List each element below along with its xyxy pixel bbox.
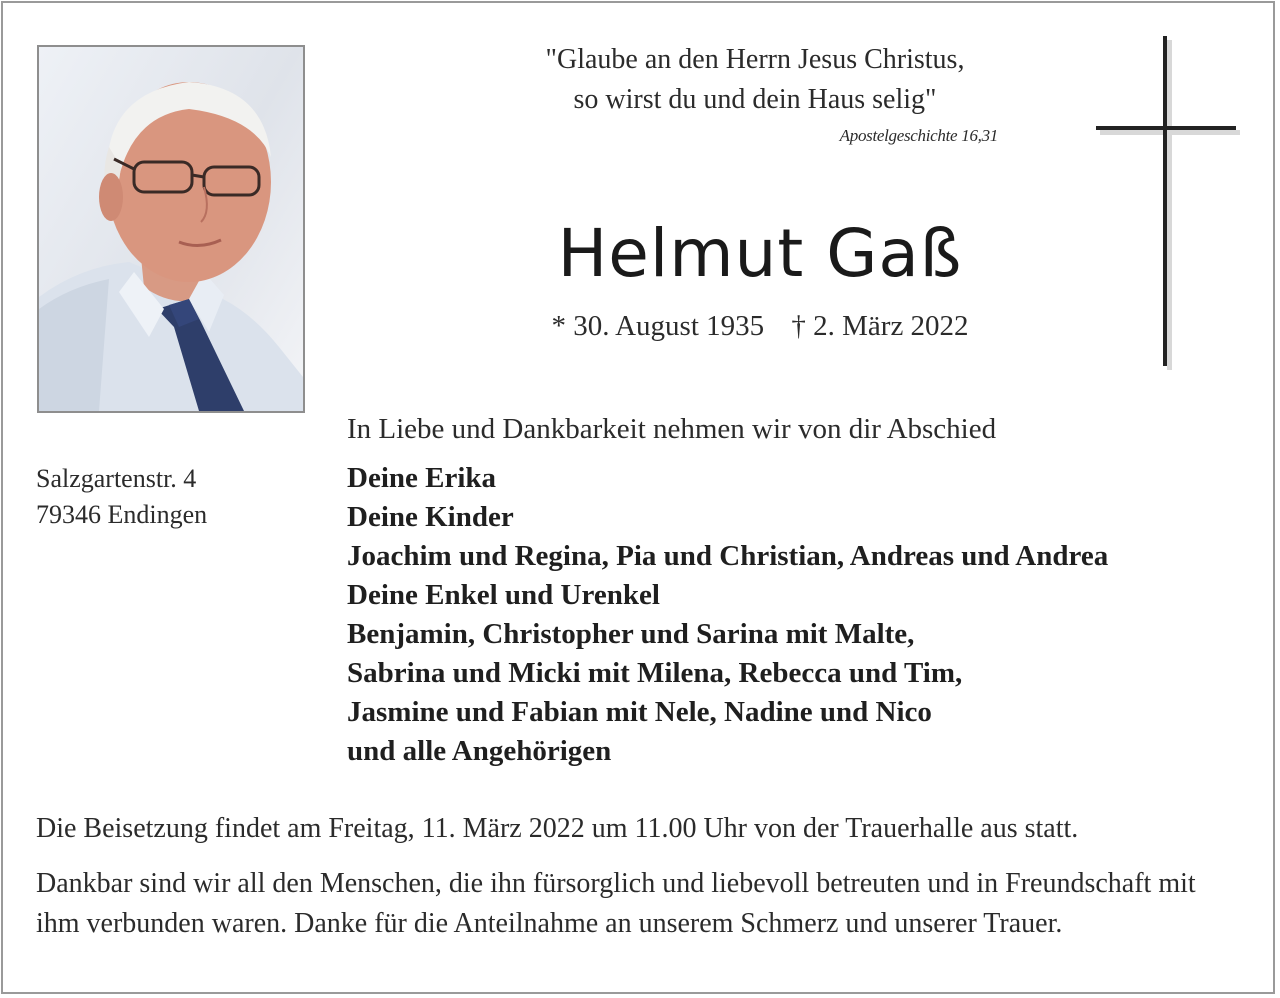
- family-line: Deine Kinder: [347, 501, 514, 533]
- life-dates: [440, 310, 1080, 343]
- deceased-name: Helmut Gaß: [557, 215, 963, 292]
- cross-icon: [1093, 30, 1243, 380]
- address-street: Salzgartenstr. 4: [36, 464, 197, 493]
- funeral-notice: Die Beisetzung findet am Freitag, 11. März 2022 um 11.00 Uhr von der Trauerhalle aus statt.: [36, 813, 1079, 844]
- family-line: Deine Enkel und Urenkel: [347, 579, 660, 611]
- quote-reference: Apostelgeschichte 16,31: [839, 126, 998, 145]
- family-line: Deine Erika: [347, 462, 497, 494]
- thanks-text: Dankbar sind wir all den Menschen, die ihn fürsorglich und liebevoll betreuten und in Freundschaft mit ihm verbunden waren. Danke für die Anteilnahme an unserem Schmerz und unserer Trauer.: [36, 868, 1196, 939]
- quote-line-1: "Glaube an den Herrn Jesus Christus,: [545, 44, 965, 75]
- address-block: [36, 461, 207, 533]
- scripture-quote: [480, 40, 1030, 120]
- family-list: [347, 459, 1108, 771]
- address-city: 79346 Endingen: [36, 500, 208, 529]
- quote-line-2: so wirst du und dein Haus selig": [573, 84, 937, 115]
- family-line: Benjamin, Christopher und Sarina mit Malte,: [347, 618, 915, 650]
- family-line: Sabrina und Micki mit Milena, Rebecca und Tim,: [347, 657, 963, 689]
- portrait-photo: [37, 45, 305, 413]
- family-line: Jasmine und Fabian mit Nele, Nadine und Nico: [347, 696, 932, 728]
- farewell-intro: In Liebe und Dankbarkeit nehmen wir von dir Abschied: [347, 413, 997, 445]
- family-line: und alle Angehörigen: [347, 735, 612, 767]
- birth-date: * 30. August 1935: [551, 310, 765, 342]
- family-line: Joachim und Regina, Pia und Christian, Andreas und Andrea: [347, 540, 1109, 572]
- death-date: † 2. März 2022: [791, 310, 969, 342]
